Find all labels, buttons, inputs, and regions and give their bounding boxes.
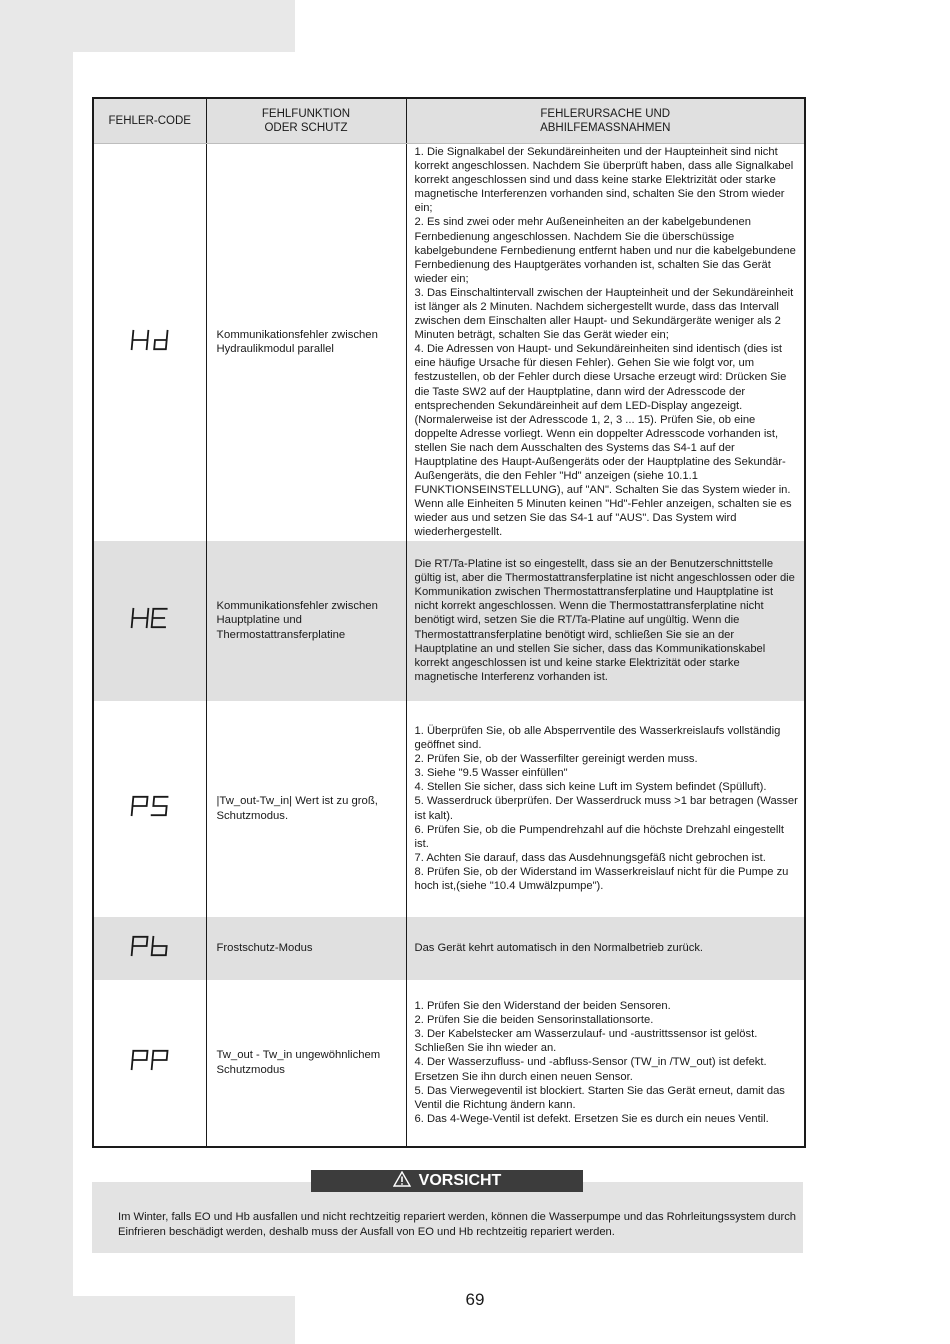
segment-code-glyph bbox=[130, 933, 170, 959]
cause-cell bbox=[406, 541, 805, 701]
cause-item: Die RT/Ta-Platine ist so eingestellt, dass sie an der Benutzerschnittstelle gültig ist, aber die Thermostattransferplatine ist nicht angeschlossen oder die Kommunikation zwischen Thermostattransferplatine und Hauptplatine ist nicht korrekt angeschlossen. Wenn die Thermostattransferplatine nicht benötigt wird, setzen Sie die RT/Ta-Platine auf ungültig. Wenn die Thermostattransferplatine benötigt wird, schließen Sie sie an der Hauptplatine an und stellen Sie sicher, dass das Kommunikationskabel korrekt angeschlossen ist und keine starke Elektrizität oder starke magnetische Interferenz vorhanden ist. bbox=[414, 558, 795, 683]
segment-code-glyph bbox=[130, 793, 170, 819]
table-row bbox=[93, 541, 805, 701]
warning-triangle-icon bbox=[393, 1171, 411, 1187]
table-row bbox=[93, 144, 805, 541]
cause-item: 7. Achten Sie darauf, dass das Ausdehnungsgefäß nicht gebrochen ist. bbox=[414, 851, 766, 864]
caution-title-bar bbox=[311, 1170, 583, 1192]
function-text: Kommunikationsfehler zwischen Hydraulikmodul parallel bbox=[216, 328, 378, 356]
error-code-cell bbox=[93, 701, 206, 917]
error-code-table bbox=[92, 97, 806, 1148]
header-function-text: FEHLFUNKTION ODER SCHUTZ bbox=[261, 108, 351, 134]
cause-item: 5. Das Vierwegeventil ist blockiert. Starten Sie das Gerät erneut, damit das Ventil die Richtung ändern kann. bbox=[414, 1084, 785, 1111]
function-text: Frostschutz-Modus bbox=[216, 941, 313, 954]
function-cell bbox=[206, 980, 406, 1147]
table-row bbox=[93, 980, 805, 1147]
cause-item: 2. Prüfen Sie die beiden Sensorinstallationsorte. bbox=[414, 1014, 654, 1027]
header-function bbox=[206, 98, 406, 144]
cause-item: 3. Siehe "9.5 Wasser einfüllen" bbox=[414, 767, 568, 780]
cause-cell bbox=[406, 701, 805, 917]
caution-title: VORSICHT bbox=[418, 1172, 502, 1189]
cause-item: 1. Die Signalkabel der Sekundäreinheiten und der Haupteinheit sind nicht korrekt angeschlossen. Nachdem Sie überprüft haben, dass alle Signalkabel korrekt angeschlossen sind und dass keine starke Elektrizität oder starke magnetische Interferenzen vorhanden sind, schalten Sie den Strom wieder ein; bbox=[414, 145, 794, 215]
caution-text: Im Winter, falls EO und Hb ausfallen und nicht rechtzeitig repariert werden, können die Wasserpumpe und das Rohrleitungssystem durch Einfrieren beschädigt werden, deshalb muss der Ausfall von EO und Hb rechtzeitig repariert werden. bbox=[118, 1211, 797, 1238]
cause-item: 6. Das 4-Wege-Ventil ist defekt. Ersetzen Sie es durch ein neues Ventil. bbox=[414, 1112, 769, 1125]
cause-item: 8. Prüfen Sie, ob der Widerstand im Wasserkreislauf nicht für die Pumpe zu hoch ist,(siehe "10.4 Umwälzpumpe"). bbox=[414, 865, 789, 892]
header-cause-text: FEHLERURSACHE UND ABHILFEMASSNAHMEN bbox=[540, 108, 671, 134]
cause-cell bbox=[406, 144, 805, 541]
header-error-code: FEHLER-CODE bbox=[93, 98, 206, 144]
segment-code-glyph bbox=[130, 1047, 170, 1073]
segment-code-glyph bbox=[130, 605, 170, 631]
background-strip-top bbox=[295, 0, 950, 52]
function-text: Tw_out - Tw_in ungewöhnlichem Schutzmodus bbox=[216, 1049, 381, 1076]
function-text: |Tw_out-Tw_in| Wert ist zu groß, Schutzmodus. bbox=[216, 795, 378, 822]
cause-item: 3. Das Einschaltintervall zwischen der Haupteinheit und der Sekundäreinheit ist länger als 2 Minuten. Nachdem sichergestellt wurde, dass das Intervall zwischen dem Einschalten aller Haupt- und Sekundärgeräte weniger als 2 Minuten beträgt, schalten Sie das Gerät wieder ein; bbox=[414, 286, 794, 342]
cause-item: 3. Der Kabelstecker am Wasserzulauf- und -austrittssensor ist gelöst. Schließen Sie ihn wieder an. bbox=[414, 1028, 758, 1055]
error-code-cell bbox=[93, 917, 206, 980]
table-header-row bbox=[93, 98, 805, 144]
error-code-cell bbox=[93, 541, 206, 701]
cause-item: 4. Die Adressen von Haupt- und Sekundäreinheiten sind identisch (dies ist eine häufige Ursache für diesen Fehler). Gehen Sie wie folgt vor, um festzustellen, ob der Fehler durch diese Ursache erzeugt wird: Drücken Sie die Taste SW2 auf der Hauptplatine, dann wird der Adresscode der entsprechenden Sekundäreinheit auf dem LED-Display angezeigt. (Normalerweise ist der Adresscode 1, 2, 3 ... 15). Prüfen Sie, ob eine doppelte Adresse vorliegt. Wenn ein doppelter Adresscode vorhanden ist, stellen Sie nach dem Ausschalten des Systems das S4-1 auf der Hauptplatine des Haupt-Außengeräts oder der Hauptplatine des Sekundär-Außengeräts, die den Fehler "Hd" anzeigen (siehe 10.1.1 FUNKTIONSEINSTELLUNG), auf "AN". Schalten Sie das System wieder in. Wenn alle Einheiten 5 Minuten keinen "Hd"-Fehler anzeigen, schalten sie es wieder aus und setzen Sie das S4-1 auf "AUS". Das System wird wiederhergestellt. bbox=[414, 343, 792, 539]
function-cell bbox=[206, 917, 406, 980]
header-cause bbox=[406, 98, 805, 144]
cause-item: 4. Stellen Sie sicher, dass sich keine Luft im System befindet (Spülluft). bbox=[414, 781, 767, 794]
table-row bbox=[93, 917, 805, 980]
error-code-cell bbox=[93, 980, 206, 1147]
cause-item: 2. Prüfen Sie, ob der Wasserfilter gereinigt werden muss. bbox=[414, 753, 698, 766]
cause-item: Das Gerät kehrt automatisch in den Normalbetrieb zurück. bbox=[414, 941, 704, 954]
segment-code-glyph bbox=[130, 327, 170, 353]
cause-item: 1. Prüfen Sie den Widerstand der beiden Sensoren. bbox=[414, 1000, 671, 1013]
cause-cell bbox=[406, 917, 805, 980]
cause-item: 5. Wasserdruck überprüfen. Der Wasserdruck muss >1 bar betragen (Wasser ist kalt). bbox=[414, 795, 798, 822]
function-cell bbox=[206, 144, 406, 541]
function-cell bbox=[206, 541, 406, 701]
table-row bbox=[93, 701, 805, 917]
function-cell bbox=[206, 701, 406, 917]
page-number: 69 bbox=[465, 1290, 485, 1309]
cause-item: 1. Überprüfen Sie, ob alle Absperrventile des Wasserkreislaufs vollständig geöffnet sind. bbox=[414, 724, 781, 752]
cause-cell bbox=[406, 980, 805, 1147]
cause-item: 2. Es sind zwei oder mehr Außeneinheiten an der kabelgebundenen Fernbedienung angeschlossen. Nachdem Sie die überschüssige kabelgebundene Fernbedienung entfernt haben und nur die kabelgebundene Fernbedienung des Hauptgerätes vorhanden ist, schalten Sie das Gerät wieder ein; bbox=[414, 216, 796, 285]
cause-item: 6. Prüfen Sie, ob die Pumpendrehzahl auf die höchste Drehzahl eingestellt ist. bbox=[414, 823, 784, 850]
cause-item: 4. Der Wasserzufluss- und -abfluss-Sensor (TW_in /TW_out) ist defekt. Ersetzen Sie ihn durch einen neuen Sensor. bbox=[414, 1056, 767, 1083]
error-code-cell bbox=[93, 144, 206, 541]
function-text: Kommunikationsfehler zwischen Hauptplatine und Thermostattransferplatine bbox=[216, 599, 378, 641]
